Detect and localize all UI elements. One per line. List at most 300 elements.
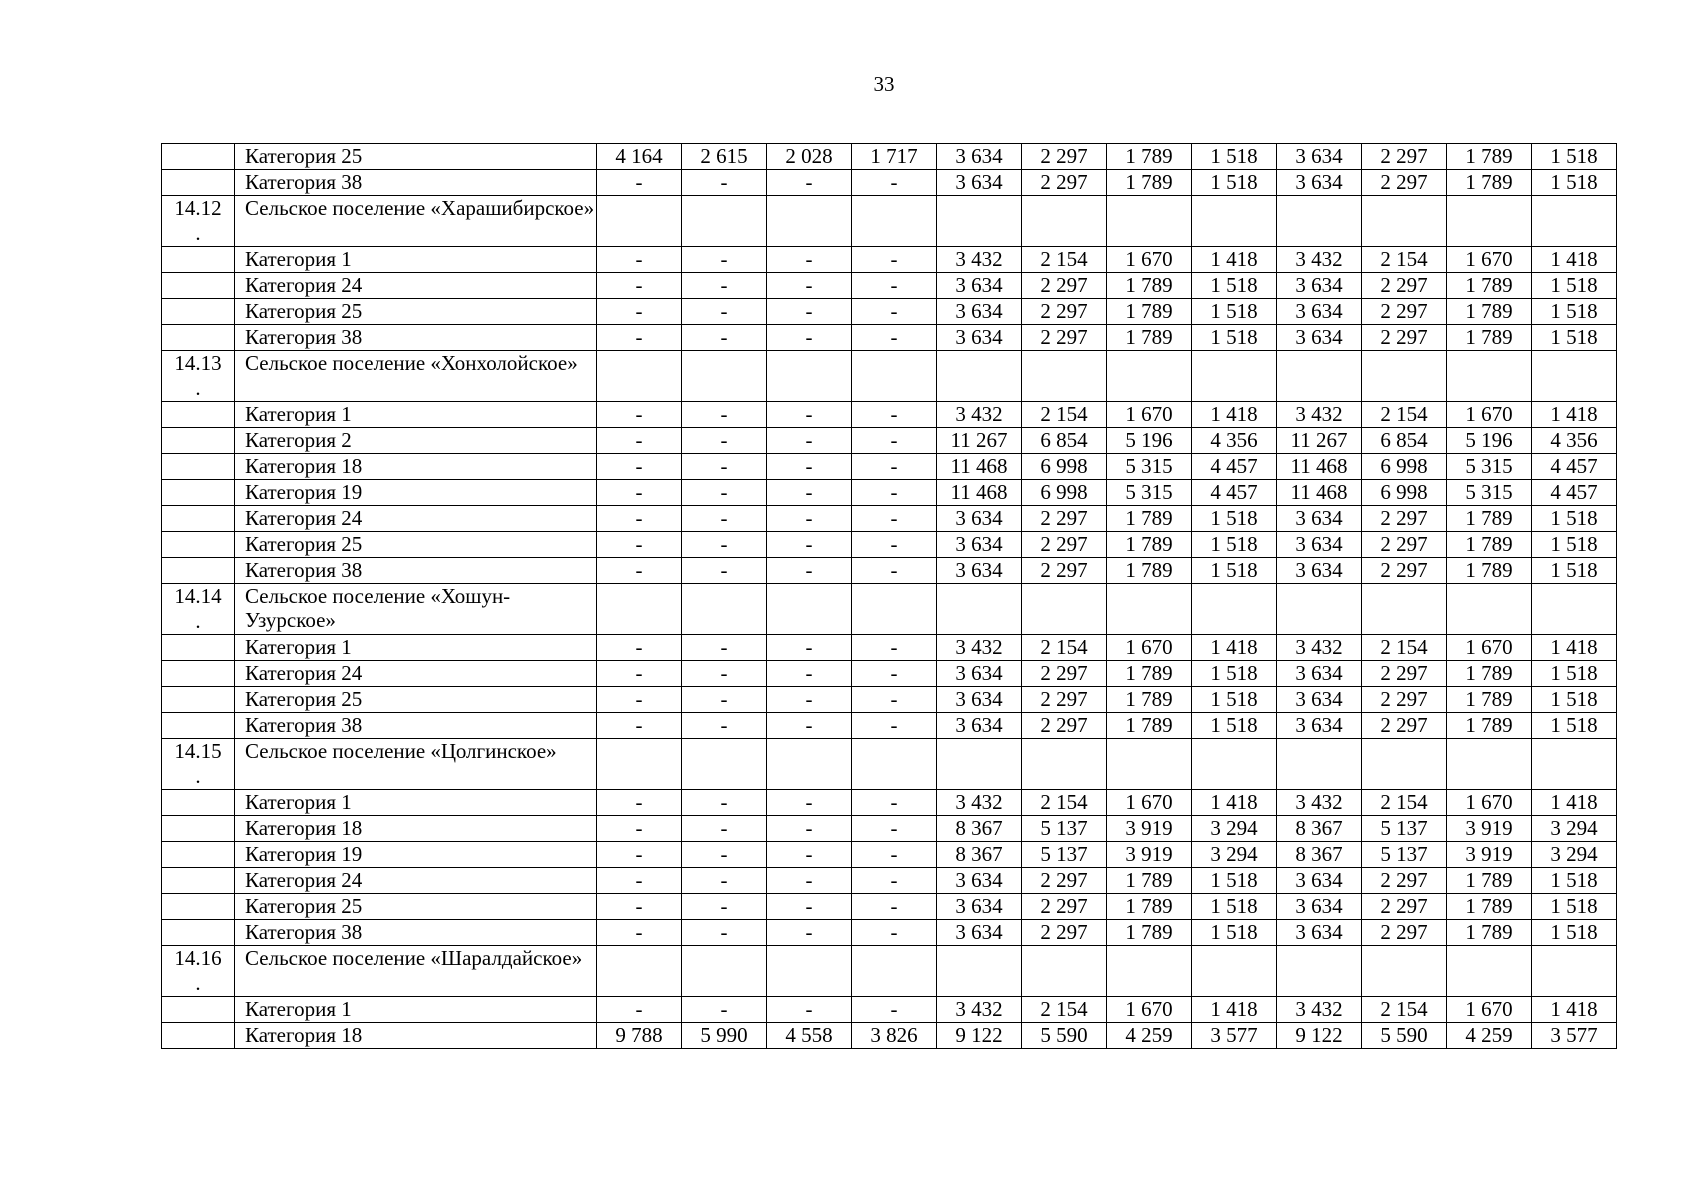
category-name: Категория 24 xyxy=(235,868,597,894)
value-cell: - xyxy=(767,842,852,868)
category-name: Категория 38 xyxy=(235,920,597,946)
category-row xyxy=(162,894,1617,920)
value-cell: 6 854 xyxy=(1362,428,1447,454)
value-cell: - xyxy=(597,558,682,584)
value-cell: 1 789 xyxy=(1447,868,1532,894)
value-cell: 3 634 xyxy=(937,299,1022,325)
category-name: Категория 38 xyxy=(235,170,597,196)
value-cell: - xyxy=(852,894,937,920)
value-cell: 11 468 xyxy=(937,454,1022,480)
value-cell: - xyxy=(852,920,937,946)
empty-cell xyxy=(937,196,1022,247)
value-cell: 8 367 xyxy=(937,842,1022,868)
value-cell: 3 634 xyxy=(1277,713,1362,739)
category-name: Категория 25 xyxy=(235,687,597,713)
value-cell: 2 297 xyxy=(1022,506,1107,532)
value-cell: 1 418 xyxy=(1192,997,1277,1023)
value-cell: - xyxy=(767,790,852,816)
value-cell: - xyxy=(682,532,767,558)
value-cell: 3 294 xyxy=(1532,842,1617,868)
value-cell: 2 154 xyxy=(1362,635,1447,661)
value-cell: 3 634 xyxy=(937,894,1022,920)
value-cell: 1 789 xyxy=(1107,532,1192,558)
value-cell: - xyxy=(767,635,852,661)
group-number: 14.16 . xyxy=(162,946,235,997)
value-cell: 1 518 xyxy=(1532,144,1617,170)
value-cell: 1 518 xyxy=(1532,273,1617,299)
group-row xyxy=(162,946,1617,997)
value-cell: 2 154 xyxy=(1022,635,1107,661)
empty-cell xyxy=(1277,351,1362,402)
empty-cell xyxy=(597,584,682,635)
value-cell: - xyxy=(767,713,852,739)
value-cell: - xyxy=(767,428,852,454)
value-cell: - xyxy=(682,170,767,196)
category-name: Категория 1 xyxy=(235,402,597,428)
empty-cell xyxy=(1532,196,1617,247)
value-cell: 3 634 xyxy=(937,558,1022,584)
empty-cell xyxy=(1362,196,1447,247)
value-cell: 11 468 xyxy=(937,480,1022,506)
group-number: 14.14 . xyxy=(162,584,235,635)
value-cell: - xyxy=(682,402,767,428)
category-row xyxy=(162,661,1617,687)
empty-cell xyxy=(1532,351,1617,402)
value-cell: 1 418 xyxy=(1532,402,1617,428)
value-cell: 9 788 xyxy=(597,1023,682,1049)
value-cell: 3 919 xyxy=(1447,816,1532,842)
value-cell: 3 826 xyxy=(852,1023,937,1049)
empty-cell xyxy=(1277,739,1362,790)
value-cell: - xyxy=(852,868,937,894)
empty-cell xyxy=(1107,196,1192,247)
value-cell: 1 789 xyxy=(1107,713,1192,739)
value-cell: 3 634 xyxy=(937,273,1022,299)
value-cell: - xyxy=(597,920,682,946)
value-cell: 3 634 xyxy=(937,687,1022,713)
value-cell: - xyxy=(682,635,767,661)
value-cell: 2 297 xyxy=(1362,325,1447,351)
value-cell: 4 457 xyxy=(1192,480,1277,506)
empty-cell xyxy=(1447,946,1532,997)
category-row xyxy=(162,868,1617,894)
empty-cell xyxy=(1362,739,1447,790)
value-cell: 4 259 xyxy=(1107,1023,1192,1049)
value-cell: 2 154 xyxy=(1362,790,1447,816)
value-cell: 2 297 xyxy=(1362,661,1447,687)
value-cell: 1 789 xyxy=(1107,506,1192,532)
value-cell: - xyxy=(767,325,852,351)
category-row xyxy=(162,325,1617,351)
value-cell: 6 998 xyxy=(1022,454,1107,480)
category-row xyxy=(162,997,1617,1023)
value-cell: 1 670 xyxy=(1107,790,1192,816)
value-cell: 1 670 xyxy=(1447,997,1532,1023)
value-cell: 1 518 xyxy=(1532,713,1617,739)
value-cell: 3 634 xyxy=(937,713,1022,739)
value-cell: 2 154 xyxy=(1022,997,1107,1023)
value-cell: - xyxy=(597,894,682,920)
value-cell: 1 518 xyxy=(1532,894,1617,920)
value-cell: 2 297 xyxy=(1362,532,1447,558)
value-cell: 3 294 xyxy=(1192,842,1277,868)
value-cell: - xyxy=(852,635,937,661)
value-cell: 3 432 xyxy=(1277,247,1362,273)
value-cell: 1 789 xyxy=(1447,687,1532,713)
value-cell: 1 518 xyxy=(1532,532,1617,558)
value-cell: - xyxy=(852,532,937,558)
value-cell: 3 634 xyxy=(1277,868,1362,894)
category-name: Категория 19 xyxy=(235,480,597,506)
value-cell: - xyxy=(597,661,682,687)
value-cell: - xyxy=(767,273,852,299)
empty-cell xyxy=(1107,739,1192,790)
empty-cell xyxy=(1192,946,1277,997)
value-cell: 1 518 xyxy=(1192,920,1277,946)
row-number-cell xyxy=(162,997,235,1023)
value-cell: 4 164 xyxy=(597,144,682,170)
value-cell: 1 518 xyxy=(1192,273,1277,299)
category-name: Категория 38 xyxy=(235,713,597,739)
value-cell: 1 789 xyxy=(1447,920,1532,946)
value-cell: 1 518 xyxy=(1192,868,1277,894)
value-cell: 1 789 xyxy=(1107,273,1192,299)
category-name: Категория 1 xyxy=(235,790,597,816)
value-cell: 2 297 xyxy=(1362,894,1447,920)
row-number-cell xyxy=(162,920,235,946)
value-cell: 1 789 xyxy=(1447,713,1532,739)
value-cell: 1 789 xyxy=(1447,144,1532,170)
value-cell: 1 518 xyxy=(1192,894,1277,920)
value-cell: 4 356 xyxy=(1192,428,1277,454)
row-number-cell xyxy=(162,299,235,325)
category-name: Категория 18 xyxy=(235,1023,597,1049)
value-cell: 3 634 xyxy=(937,920,1022,946)
empty-cell xyxy=(597,351,682,402)
value-cell: - xyxy=(767,506,852,532)
empty-cell xyxy=(597,196,682,247)
value-cell: 1 418 xyxy=(1532,635,1617,661)
empty-cell xyxy=(767,584,852,635)
value-cell: 1 518 xyxy=(1192,506,1277,532)
row-number-cell xyxy=(162,273,235,299)
value-cell: 4 457 xyxy=(1532,454,1617,480)
value-cell: 1 789 xyxy=(1107,144,1192,170)
value-cell: 8 367 xyxy=(1277,842,1362,868)
group-row xyxy=(162,351,1617,402)
value-cell: - xyxy=(767,661,852,687)
row-number-cell xyxy=(162,428,235,454)
value-cell: 1 789 xyxy=(1447,894,1532,920)
empty-cell xyxy=(937,351,1022,402)
value-cell: 1 670 xyxy=(1107,402,1192,428)
value-cell: 6 998 xyxy=(1362,480,1447,506)
group-number: 14.15 . xyxy=(162,739,235,790)
category-name: Категория 25 xyxy=(235,894,597,920)
value-cell: 2 028 xyxy=(767,144,852,170)
category-name: Категория 18 xyxy=(235,454,597,480)
category-row xyxy=(162,170,1617,196)
value-cell: - xyxy=(597,247,682,273)
category-row xyxy=(162,247,1617,273)
value-cell: 1 518 xyxy=(1192,661,1277,687)
empty-cell xyxy=(852,584,937,635)
value-cell: 3 634 xyxy=(1277,144,1362,170)
value-cell: 1 789 xyxy=(1447,325,1532,351)
value-cell: - xyxy=(852,428,937,454)
value-cell: - xyxy=(597,790,682,816)
value-cell: 1 670 xyxy=(1107,247,1192,273)
value-cell: - xyxy=(767,868,852,894)
value-cell: 11 267 xyxy=(937,428,1022,454)
value-cell: - xyxy=(682,299,767,325)
value-cell: 1 789 xyxy=(1107,325,1192,351)
value-cell: 8 367 xyxy=(1277,816,1362,842)
value-cell: 2 154 xyxy=(1362,402,1447,428)
category-row xyxy=(162,506,1617,532)
category-row xyxy=(162,144,1617,170)
category-name: Категория 38 xyxy=(235,325,597,351)
page-number: 33 xyxy=(873,72,895,96)
value-cell: - xyxy=(682,480,767,506)
value-cell: - xyxy=(682,894,767,920)
empty-cell xyxy=(1192,739,1277,790)
empty-cell xyxy=(767,196,852,247)
empty-cell xyxy=(682,196,767,247)
value-cell: - xyxy=(597,816,682,842)
value-cell: - xyxy=(682,273,767,299)
value-cell: - xyxy=(597,842,682,868)
value-cell: 3 634 xyxy=(1277,273,1362,299)
category-row xyxy=(162,299,1617,325)
row-number-cell xyxy=(162,1023,235,1049)
value-cell: 1 670 xyxy=(1447,247,1532,273)
row-number-cell xyxy=(162,144,235,170)
row-number-cell xyxy=(162,687,235,713)
value-cell: 2 154 xyxy=(1362,997,1447,1023)
value-cell: 3 919 xyxy=(1107,842,1192,868)
value-cell: - xyxy=(852,273,937,299)
value-cell: 2 297 xyxy=(1362,273,1447,299)
category-name: Категория 24 xyxy=(235,661,597,687)
value-cell: 1 518 xyxy=(1532,868,1617,894)
category-row xyxy=(162,790,1617,816)
category-row xyxy=(162,1023,1617,1049)
value-cell: - xyxy=(682,920,767,946)
value-cell: 3 432 xyxy=(1277,635,1362,661)
value-cell: 2 615 xyxy=(682,144,767,170)
value-cell: 1 789 xyxy=(1447,506,1532,532)
value-cell: 2 297 xyxy=(1362,713,1447,739)
empty-cell xyxy=(1447,351,1532,402)
value-cell: 1 789 xyxy=(1447,299,1532,325)
value-cell: - xyxy=(682,325,767,351)
value-cell: 5 137 xyxy=(1362,816,1447,842)
value-cell: - xyxy=(852,506,937,532)
value-cell: 4 558 xyxy=(767,1023,852,1049)
value-cell: 5 315 xyxy=(1107,454,1192,480)
value-cell: 11 468 xyxy=(1277,454,1362,480)
row-number-cell xyxy=(162,454,235,480)
category-row xyxy=(162,842,1617,868)
value-cell: 1 717 xyxy=(852,144,937,170)
empty-cell xyxy=(1277,196,1362,247)
value-cell: 5 137 xyxy=(1022,816,1107,842)
value-cell: - xyxy=(767,454,852,480)
value-cell: 1 518 xyxy=(1532,920,1617,946)
value-cell: 2 297 xyxy=(1022,894,1107,920)
row-number-cell xyxy=(162,532,235,558)
empty-cell xyxy=(682,946,767,997)
value-cell: 1 789 xyxy=(1447,273,1532,299)
value-cell: - xyxy=(597,402,682,428)
value-cell: 2 297 xyxy=(1022,170,1107,196)
value-cell: 3 432 xyxy=(1277,997,1362,1023)
value-cell: - xyxy=(767,299,852,325)
category-row xyxy=(162,532,1617,558)
value-cell: 11 267 xyxy=(1277,428,1362,454)
value-cell: 3 634 xyxy=(937,144,1022,170)
value-cell: 1 670 xyxy=(1447,635,1532,661)
value-cell: - xyxy=(767,532,852,558)
category-name: Категория 19 xyxy=(235,842,597,868)
value-cell: 2 297 xyxy=(1022,920,1107,946)
empty-cell xyxy=(1022,584,1107,635)
empty-cell xyxy=(1532,584,1617,635)
value-cell: 2 297 xyxy=(1022,325,1107,351)
value-cell: - xyxy=(597,428,682,454)
value-cell: 1 418 xyxy=(1192,247,1277,273)
group-number: 14.12 . xyxy=(162,196,235,247)
value-cell: - xyxy=(767,247,852,273)
value-cell: 1 789 xyxy=(1107,894,1192,920)
empty-cell xyxy=(1447,584,1532,635)
empty-cell xyxy=(852,946,937,997)
value-cell: 4 356 xyxy=(1532,428,1617,454)
value-cell: 3 432 xyxy=(937,635,1022,661)
value-cell: 3 577 xyxy=(1532,1023,1617,1049)
value-cell: 4 457 xyxy=(1192,454,1277,480)
value-cell: 1 789 xyxy=(1447,661,1532,687)
value-cell: - xyxy=(767,920,852,946)
value-cell: 3 432 xyxy=(937,402,1022,428)
value-cell: 2 154 xyxy=(1022,402,1107,428)
row-number-cell xyxy=(162,325,235,351)
empty-cell xyxy=(682,739,767,790)
category-name: Категория 18 xyxy=(235,816,597,842)
empty-cell xyxy=(1447,196,1532,247)
value-cell: 2 154 xyxy=(1362,247,1447,273)
category-name: Категория 38 xyxy=(235,558,597,584)
value-cell: - xyxy=(682,816,767,842)
value-cell: - xyxy=(852,661,937,687)
value-cell: - xyxy=(767,558,852,584)
value-cell: 9 122 xyxy=(1277,1023,1362,1049)
empty-cell xyxy=(937,739,1022,790)
value-cell: - xyxy=(767,402,852,428)
group-name: Сельское поселение «Шаралдайское» xyxy=(235,946,597,997)
row-number-cell xyxy=(162,402,235,428)
value-cell: - xyxy=(852,299,937,325)
value-cell: 3 919 xyxy=(1107,816,1192,842)
value-cell: - xyxy=(682,687,767,713)
value-cell: 3 919 xyxy=(1447,842,1532,868)
value-cell: 2 297 xyxy=(1362,506,1447,532)
empty-cell xyxy=(597,946,682,997)
value-cell: 1 418 xyxy=(1532,790,1617,816)
value-cell: - xyxy=(597,325,682,351)
value-cell: 1 518 xyxy=(1532,506,1617,532)
value-cell: 3 634 xyxy=(1277,558,1362,584)
empty-cell xyxy=(767,739,852,790)
empty-cell xyxy=(1192,196,1277,247)
value-cell: 6 998 xyxy=(1362,454,1447,480)
value-cell: - xyxy=(682,997,767,1023)
value-cell: - xyxy=(682,428,767,454)
value-cell: 3 294 xyxy=(1532,816,1617,842)
empty-cell xyxy=(1532,739,1617,790)
category-name: Категория 2 xyxy=(235,428,597,454)
value-cell: - xyxy=(852,713,937,739)
value-cell: 2 154 xyxy=(1022,247,1107,273)
empty-cell xyxy=(767,351,852,402)
value-cell: - xyxy=(767,816,852,842)
group-number: 14.13 . xyxy=(162,351,235,402)
value-cell: 3 634 xyxy=(937,532,1022,558)
value-cell: 2 297 xyxy=(1362,144,1447,170)
value-cell: 1 789 xyxy=(1107,558,1192,584)
value-cell: - xyxy=(597,480,682,506)
value-cell: - xyxy=(852,454,937,480)
group-name: Сельское поселение «Хонхолойское» xyxy=(235,351,597,402)
value-cell: 5 315 xyxy=(1447,480,1532,506)
value-cell: 1 789 xyxy=(1107,920,1192,946)
value-cell: - xyxy=(767,997,852,1023)
value-cell: 1 518 xyxy=(1192,687,1277,713)
category-row xyxy=(162,480,1617,506)
value-cell: 3 432 xyxy=(937,247,1022,273)
value-cell: 2 297 xyxy=(1022,661,1107,687)
value-cell: - xyxy=(682,558,767,584)
value-cell: 5 990 xyxy=(682,1023,767,1049)
value-cell: 1 518 xyxy=(1532,661,1617,687)
empty-cell xyxy=(682,584,767,635)
value-cell: - xyxy=(852,325,937,351)
value-cell: 2 297 xyxy=(1362,868,1447,894)
value-cell: - xyxy=(852,402,937,428)
value-cell: - xyxy=(852,480,937,506)
value-cell: 8 367 xyxy=(937,816,1022,842)
row-number-cell xyxy=(162,247,235,273)
value-cell: 3 634 xyxy=(1277,170,1362,196)
value-cell: - xyxy=(597,687,682,713)
value-cell: - xyxy=(597,997,682,1023)
row-number-cell xyxy=(162,816,235,842)
value-cell: 5 590 xyxy=(1022,1023,1107,1049)
row-number-cell xyxy=(162,842,235,868)
value-cell: - xyxy=(767,480,852,506)
value-cell: 1 518 xyxy=(1532,170,1617,196)
empty-cell xyxy=(852,196,937,247)
value-cell: 5 137 xyxy=(1362,842,1447,868)
row-number-cell xyxy=(162,713,235,739)
empty-cell xyxy=(1107,351,1192,402)
value-cell: 1 789 xyxy=(1107,661,1192,687)
value-cell: 1 418 xyxy=(1192,402,1277,428)
category-name: Категория 25 xyxy=(235,532,597,558)
value-cell: 4 259 xyxy=(1447,1023,1532,1049)
empty-cell xyxy=(937,584,1022,635)
